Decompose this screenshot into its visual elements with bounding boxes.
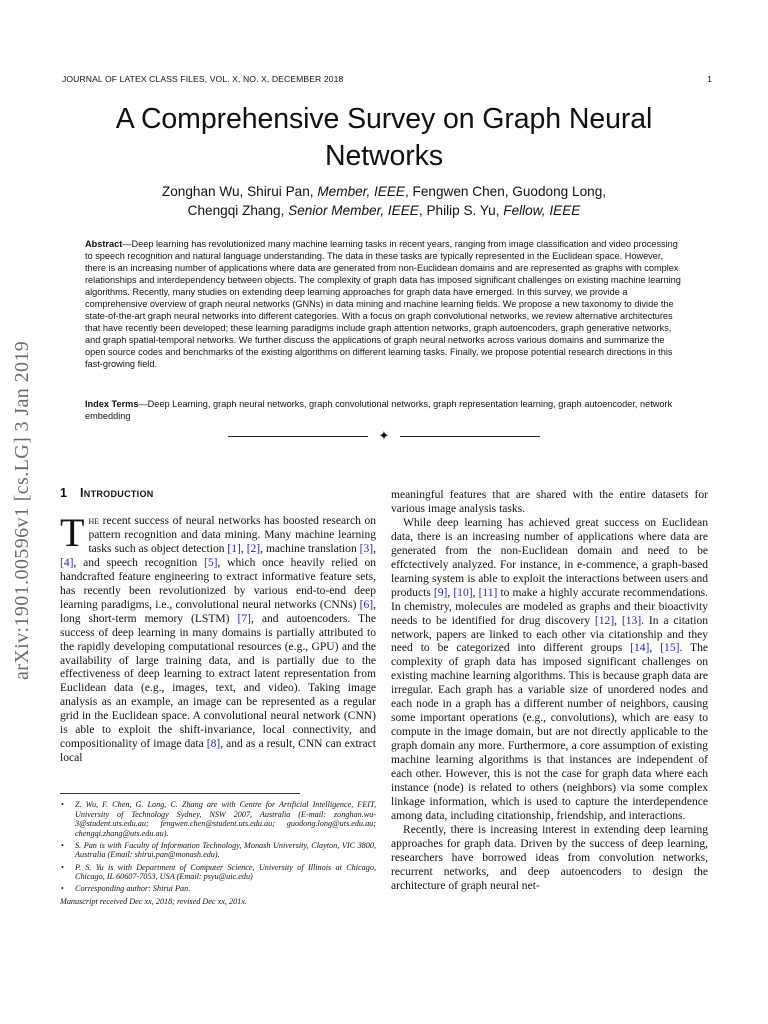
citation-link[interactable]: [4] <box>60 556 74 569</box>
section-title: Introduction <box>80 486 154 500</box>
author-line-1 <box>90 183 678 202</box>
index-terms-label: Index Terms <box>85 399 139 409</box>
abstract <box>85 238 685 371</box>
citation-link[interactable]: [1] <box>227 542 241 555</box>
bullet-icon: • <box>61 862 64 872</box>
diamond-star-icon: ✦ <box>378 428 390 443</box>
citation-link[interactable]: [9] <box>433 586 448 599</box>
divider-rule-left <box>228 436 368 437</box>
footnote-item <box>60 800 376 838</box>
citation-link[interactable]: [11] <box>478 586 498 599</box>
citation-link[interactable]: [7] <box>237 612 251 625</box>
bullet-icon: • <box>61 884 64 894</box>
journal-header: JOURNAL OF LATEX CLASS FILES, VOL. X, NO. X, DECEMBER 2018 <box>62 74 344 84</box>
lead-in-smallcaps: he <box>88 515 100 527</box>
author-line-2 <box>90 202 678 221</box>
section-number: 1 <box>60 486 68 500</box>
author-names: Zonghan Wu, Shirui Pan, <box>161 184 318 199</box>
body-text: , and as a result, CNN can extract local <box>60 738 376 765</box>
left-column <box>60 486 376 766</box>
footnote-text: P. S. Yu is with Department of Computer Science, University of Illinois at Chicago, Chicago, IL 60607-7053, USA (Email: psyu@uic.edu) <box>75 862 376 882</box>
body-text: , and speech recognition <box>73 556 205 569</box>
footnote-list <box>60 800 376 894</box>
index-terms-text: —Deep Learning, graph neural networks, graph convolutional networks, graph representation learning, graph autoencoder, network embedding <box>85 399 673 422</box>
citation-link[interactable]: [13] <box>621 614 642 627</box>
citation-link[interactable]: [15] <box>660 642 680 655</box>
body-text: to make a highly accurate recommendations. In chemistry, molecules are modeled as graphs and their bioactivity needs to be identified for drug discovery <box>391 586 708 627</box>
body-text: , <box>373 542 376 555</box>
footnote-item <box>60 863 376 882</box>
body-text: , <box>649 642 661 655</box>
section-divider <box>228 428 540 442</box>
manuscript-note: Manuscript received Dec xx, 2018; revised Dec xx, 201x. <box>60 896 247 906</box>
intro-paragraph-1 <box>60 510 377 766</box>
body-text: . In a citation network, papers are linked to each other via citationship and they need to be categorized into different groups <box>391 614 708 655</box>
footnote-text: Z. Wu, F. Chen, G. Long, C. Zhang are with Centre for Artificial Intelligence, FEIT, University of Technology Sydney, NSW 2007, Australia (E-mail: zonghan.wu-3@student.uts.edu.au; fengwen.chen@student.uts.edu.au; guodong.long@uts.edu.au; chengqi.zhang@uts.edu.au). <box>75 800 376 838</box>
intro-paragraph-2 <box>391 517 708 824</box>
arxiv-identifier-stamp: arXiv:1901.00596v1 [cs.LG] 3 Jan 2019 <box>11 340 33 680</box>
right-column <box>391 489 708 894</box>
body-text: , machine translation <box>260 542 360 555</box>
page-number: 1 <box>707 74 712 84</box>
paper-title-line-1: A Comprehensive Survey on Graph Neural <box>115 103 653 135</box>
footnotes <box>60 800 376 906</box>
footnote-text: S. Pan is with Faculty of Information Technology, Monash University, Clayton, VIC 3800, Australia (Email: shirui.pan@monash.edu). <box>75 840 376 860</box>
intro-paragraph-3: Recently, there is increasing interest in extending deep learning approaches for graph data. Driven by the success of deep learning, researchers have borrowed ideas from convolution networks, recurrent networks, and deep autoencoders to design the architecture of graph neural net- <box>391 823 708 892</box>
index-terms <box>85 398 685 422</box>
bullet-icon: • <box>61 840 64 850</box>
paragraph-continuation: meaningful features that are shared with the entire datasets for various image analysis tasks. <box>391 489 708 515</box>
citation-link[interactable]: [12] <box>594 614 615 627</box>
section-heading <box>60 486 376 500</box>
running-head <box>62 74 712 84</box>
citation-link[interactable]: [14] <box>630 642 650 655</box>
body-text: , and autoencoders. The success of deep learning in many domains is partially attributed to the rapidly developing computational resources (e.g., GPU) and the availability of large training data, and is partially due to the effectiveness of deep learning to extract latent representation from Euclidean data (e.g., images, text, and video). Taking image analysis as an example, an image can be represented as a regular grid in the Euclidean space. A convolutional neural network (CNN) is able to exploit the shift-invariance, local connectivity, and compositionality of image data <box>60 612 376 751</box>
citation-link[interactable]: [5] <box>204 556 218 569</box>
bullet-icon: • <box>61 800 64 809</box>
paper-title-line-2: Networks <box>325 140 443 172</box>
author-names: Chengqi Zhang, <box>187 202 289 218</box>
body-text: recent success of neural networks has boosted research on pattern recognition and data mining. Many machine learning tasks such as object detection <box>88 515 376 555</box>
citation-link[interactable]: [2] <box>246 542 261 555</box>
author-list <box>90 183 678 220</box>
abstract-label: Abstract <box>85 239 123 249</box>
body-text: , <box>240 542 247 555</box>
author-names: , Fengwen Chen, Guodong Long, <box>405 184 607 199</box>
body-text: , which once heavily relied on handcrafted feature engineering to extract informative feature sets, has recently been revolutionized by various end-to-end deep learning paradigms, i.e., convolutional neural networks (CNNs) <box>60 556 377 611</box>
body-text: While deep learning has achieved great success on Euclidean data, there is an increasing number of applications where data are generated from the non-Euclidean domain and need to be effctectively analyzed. For instance, in e-commence, a graph-based learning system is able to exploit the interactions between users and products <box>391 516 708 599</box>
author-role: Fellow, IEEE <box>503 202 581 218</box>
footnote-item <box>60 841 376 860</box>
author-role: Member, IEEE <box>317 184 405 199</box>
citation-link[interactable]: [3] <box>359 542 374 555</box>
abstract-text: —Deep learning has revolutionized many machine learning tasks in recent years, ranging from image classification and video processing to speech recognition and natural language understanding. The data in these tasks are typically represented in the Euclidean space. However, there is an increasing number of applications where data are generated from non-Euclidean domains and are represented as graphs with complex relationships and interdependency between objects. The complexity of graph data has imposed significant challenges on existing machine learning algorithms. Recently, many studies on extending deep learning approaches for graph data have emerged. In this survey, we provide a comprehensive overview of graph neural networks (GNNs) in data mining and machine learning fields. We propose a new taxonomy to divide the state-of-the-art graph neural networks into different categories. With a focus on graph convolutional networks, we review alternative architectures that have recently been developed; these learning paradigms include graph attention networks, graph autoencoders, graph generative networks, and graph spatial-temporal networks. We further discuss the applications of graph neural networks across various domains and summarize the open source codes and benchmarks of the existing algorithms on different learning tasks. Finally, we propose potential research directions in this fast-growing field. <box>85 239 681 370</box>
citation-link[interactable]: [8] <box>206 738 221 751</box>
footnote-item <box>60 884 376 894</box>
body-text: , long short-term memory (LSTM) <box>60 598 376 625</box>
citation-link[interactable]: [10] <box>453 586 473 599</box>
divider-rule-right <box>400 436 540 437</box>
footnote-text: Corresponding author: Shirui Pan. <box>75 884 191 894</box>
paper-title <box>60 101 708 175</box>
citation-link[interactable]: [6] <box>359 598 374 611</box>
body-text: , <box>614 614 622 627</box>
body-text: . The complexity of graph data has imposed significant challenges on existing machine learning algorithms. This is because graph data are irregular. Each graph has a variable size of unordered nodes and each node in a graph has a different number of neighbors, causing some important operations (e.g., convolutions), which are easy to compute in the image domain, but are not directly applicable to the graph domain any more. Furthermore, a core assumption of existing machine learning algorithms is that instances are independent of each other. However, this is not the case for graph data where each instance (node) is related to others (neighbors) via some complex linkage information, which is used to capture the interdependence among data, including citationship, friendship, and interactions. <box>391 642 708 822</box>
author-names: , Philip S. Yu, <box>418 202 504 218</box>
body-text: , <box>472 586 479 599</box>
drop-cap: T <box>60 510 85 555</box>
footnote-rule <box>60 793 300 794</box>
body-text: , <box>447 586 454 599</box>
author-role: Senior Member, IEEE <box>288 202 419 218</box>
